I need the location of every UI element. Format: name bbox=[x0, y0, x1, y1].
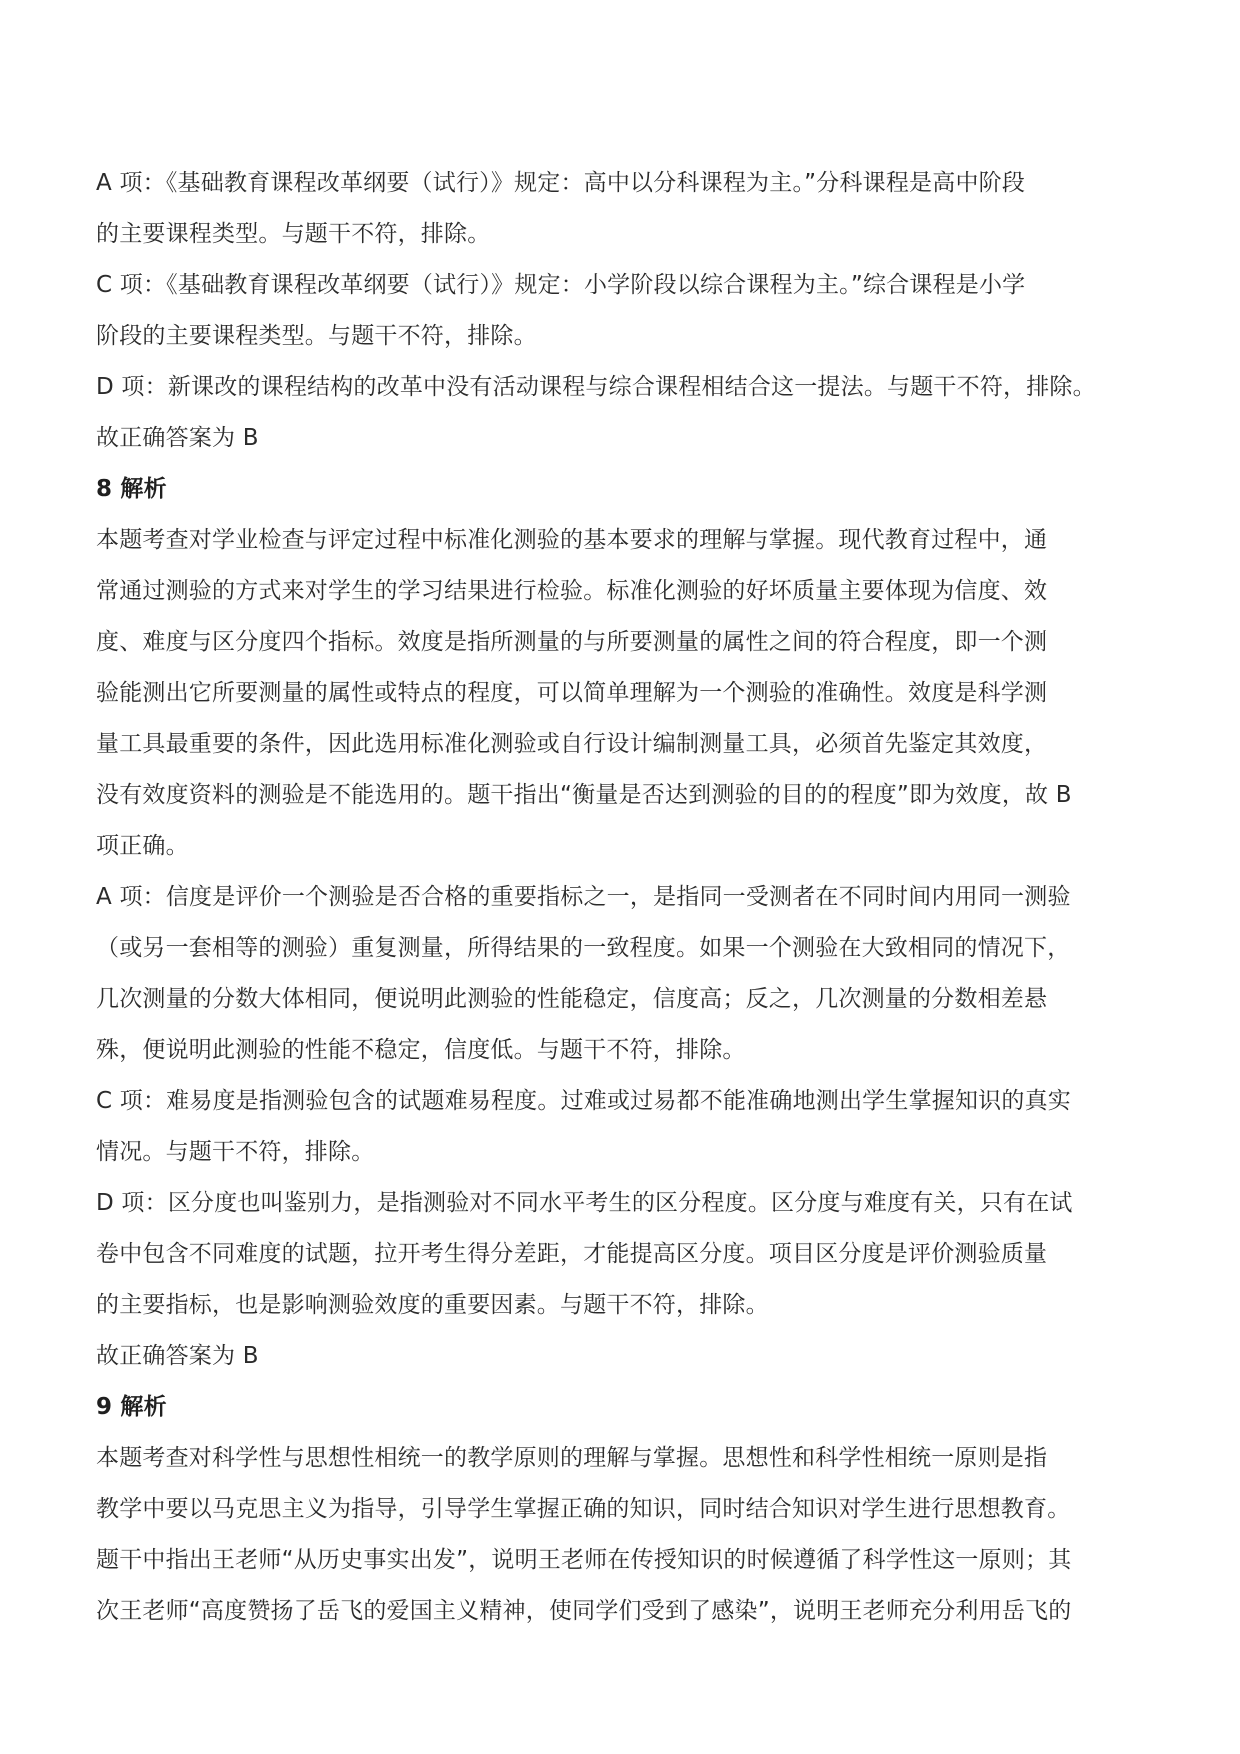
paragraph-line: 度、难度与区分度四个指标。效度是指所测量的与所要测量的属性之间的符合程度，即一个测 bbox=[96, 629, 1048, 655]
paragraph-line: 卷中包含不同难度的试题，拉开考生得分差距，才能提高区分度。项目区分度是评价测验质量 bbox=[96, 1241, 1048, 1267]
section-heading: 8 解析 bbox=[96, 476, 167, 502]
paragraph-line: C 项：难易度是指测验包含的试题难易程度。过难或过易都不能准确地测出学生掌握知识的真实 bbox=[96, 1088, 1071, 1114]
answer-line: 故正确答案为 B bbox=[96, 425, 259, 451]
section-heading: 9 解析 bbox=[96, 1394, 167, 1420]
paragraph-line: 题干中指出王老师“从历史事实出发”，说明王老师在传授知识的时候遵循了科学性这一原则；其 bbox=[96, 1547, 1072, 1573]
paragraph-line: 教学中要以马克思主义为指导，引导学生掌握正确的知识，同时结合知识对学生进行思想教育。 bbox=[96, 1496, 1071, 1522]
paragraph-line: 情况。与题干不符，排除。 bbox=[96, 1139, 375, 1165]
paragraph-line: 殊，便说明此测验的性能不稳定，信度低。与题干不符，排除。 bbox=[96, 1037, 746, 1063]
paragraph-line: 的主要课程类型。与题干不符，排除。 bbox=[96, 221, 491, 247]
paragraph-line: D 项：区分度也叫鉴别力，是指测验对不同水平考生的区分程度。区分度与难度有关，只有在试 bbox=[96, 1190, 1073, 1216]
paragraph-line: 没有效度资料的测验是不能选用的。题干指出“衡量是否达到测验的目的的程度”即为效度，故 B bbox=[96, 782, 1072, 808]
paragraph-line: （或另一套相等的测验）重复测量，所得结果的一致程度。如果一个测验在大致相同的情况下， bbox=[96, 935, 1071, 961]
paragraph-line: A 项：信度是评价一个测验是否合格的重要指标之一，是指同一受测者在不同时间内用同一测验 bbox=[96, 884, 1071, 910]
document-body bbox=[96, 158, 1176, 1637]
paragraph-line: 次王老师“高度赞扬了岳飞的爱国主义精神，使同学们受到了感染”，说明王老师充分利用岳飞的 bbox=[96, 1598, 1072, 1624]
paragraph-line: 项正确。 bbox=[96, 833, 189, 859]
paragraph-line: 验能测出它所要测量的属性或特点的程度，可以简单理解为一个测验的准确性。效度是科学测 bbox=[96, 680, 1048, 706]
paragraph-line: 阶段的主要课程类型。与题干不符，排除。 bbox=[96, 323, 537, 349]
paragraph-line: 的主要指标，也是影响测验效度的重要因素。与题干不符，排除。 bbox=[96, 1292, 769, 1318]
paragraph-line: C 项：《基础教育课程改革纲要（试行）》规定：小学阶段以综合课程为主。”综合课程是小学 bbox=[96, 272, 1026, 298]
paragraph-line: 常通过测验的方式来对学生的学习结果进行检验。标准化测验的好坏质量主要体现为信度、效 bbox=[96, 578, 1048, 604]
answer-line: 故正确答案为 B bbox=[96, 1343, 259, 1369]
paragraph-line: 本题考查对学业检查与评定过程中标准化测验的基本要求的理解与掌握。现代教育过程中，通 bbox=[96, 527, 1048, 553]
paragraph-line: 本题考查对科学性与思想性相统一的教学原则的理解与掌握。思想性和科学性相统一原则是指 bbox=[96, 1445, 1048, 1471]
paragraph-line: A 项：《基础教育课程改革纲要（试行）》规定：高中以分科课程为主。”分科课程是高中阶段 bbox=[96, 170, 1026, 196]
paragraph-line: 量工具最重要的条件，因此选用标准化测验或自行设计编制测量工具，必须首先鉴定其效度， bbox=[96, 731, 1048, 757]
paragraph-line: 几次测量的分数大体相同，便说明此测验的性能稳定，信度高；反之，几次测量的分数相差悬 bbox=[96, 986, 1048, 1012]
paragraph-line: D 项：新课改的课程结构的改革中没有活动课程与综合课程相结合这一提法。与题干不符，排除。 bbox=[96, 374, 1096, 400]
